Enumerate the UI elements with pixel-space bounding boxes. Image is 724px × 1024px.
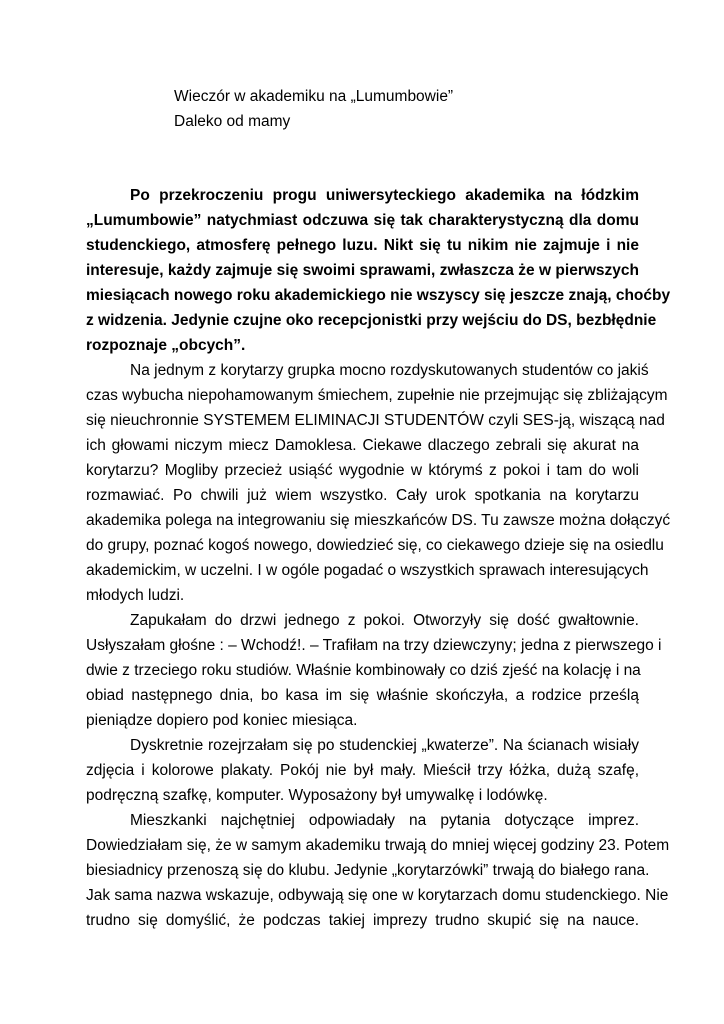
text-line: „Lumumbowie” natychmiast odczuwa się tak charakterystyczną dla domu (86, 212, 639, 229)
text-line: korytarzu? Mogliby przecież usiąść wygodnie w którymś z pokoi i tam do woli (86, 462, 639, 479)
text-line: interesuje, każdy zajmuje się swoimi sprawami, zwłaszcza że w pierwszych (86, 262, 639, 279)
text-line: Po przekroczeniu progu uniwersyteckiego akademika na łódzkim (130, 187, 639, 204)
lead-paragraph (86, 183, 671, 358)
text-line: podręczną szafkę, komputer. Wyposażony był umywalkę i lodówkę. (86, 787, 548, 804)
paragraph (86, 608, 662, 733)
article-subtitle: Daleko od mamy (174, 113, 291, 130)
text-line: się nieuchronnie SYSTEMEM ELIMINACJI STUDENTÓW czyli SES-ją, wiszącą nad (86, 412, 665, 429)
text-line: Dyskretnie rozejrzałam się po studenckiej „kwaterze”. Na ścianach wisiały (130, 737, 639, 754)
text-line: Zapukałam do drzwi jednego z pokoi. Otworzyły się dość gwałtownie. (130, 612, 639, 629)
text-line: Usłyszałam głośne : – Wchodź!. – Trafiłam na trzy dziewczyny; jedna z pierwszego i (86, 637, 662, 654)
article-body (86, 183, 671, 933)
text-line: trudno się domyślić, że podczas takiej imprezy trudno skupić się na nauce. (86, 912, 639, 929)
text-line: Mieszkanki najchętniej odpowiadały na pytania dotyczące imprez. (130, 812, 639, 829)
text-line: czas wybucha niepohamowanym śmiechem, zupełnie nie przejmując się zbliżającym (86, 387, 668, 404)
text-line: ich głowami niczym miecz Damoklesa. Ciekawe dlaczego zebrali się akurat na (86, 437, 639, 454)
text-line: akademika polega na integrowaniu się mieszkańców DS. Tu zawsze można dołączyć (86, 512, 671, 529)
text-line: obiad następnego dnia, bo kasa im się właśnie skończyła, a rodzice prześlą (86, 687, 639, 704)
paragraph (86, 733, 639, 808)
text-line: Na jednym z korytarzy grupka mocno rozdyskutowanych studentów co jakiś (130, 362, 649, 379)
text-line: z widzenia. Jedynie czujne oko recepcjonistki przy wejściu do DS, bezbłędnie (86, 312, 657, 329)
text-line: dwie z trzeciego roku studiów. Właśnie kombinowały co dziś zjeść na kolację i na (86, 662, 641, 679)
article-title: Wieczór w akademiku na „Lumumbowie” (174, 88, 454, 105)
text-line: pieniądze dopiero pod koniec miesiąca. (86, 712, 358, 729)
paragraph (86, 808, 670, 933)
text-line: studenckiego, atmosferę pełnego luzu. Nikt się tu nikim nie zajmuje i nie (86, 237, 639, 254)
text-line: rozmawiać. Po chwili już wiem wszystko. Cały urok spotkania na korytarzu (86, 487, 639, 504)
text-line: Dowiedziałam się, że w samym akademiku trwają do mniej więcej godziny 23. Potem (86, 837, 670, 854)
text-line: miesiącach nowego roku akademickiego nie wszyscy się jeszcze znają, choćby (86, 287, 671, 304)
text-line: do grupy, poznać kogoś nowego, dowiedzieć się, co ciekawego dzieje się na osiedlu (86, 537, 664, 554)
text-line: akademickim, w uczelni. I w ogóle pogadać o wszystkich sprawach interesujących (86, 562, 649, 579)
text-line: biesiadnicy przenoszą się do klubu. Jedynie „korytarzówki” trwają do białego rana. (86, 862, 650, 879)
text-line: zdjęcia i kolorowe plakaty. Pokój nie był mały. Mieścił trzy łóżka, dużą szafę, (86, 762, 639, 779)
text-line: rozpoznaje „obcych”. (86, 337, 246, 354)
text-line: Jak sama nazwa wskazuje, odbywają się one w korytarzach domu studenckiego. Nie (86, 887, 669, 904)
text-line: młodych ludzi. (86, 587, 185, 604)
paragraph (86, 358, 671, 608)
